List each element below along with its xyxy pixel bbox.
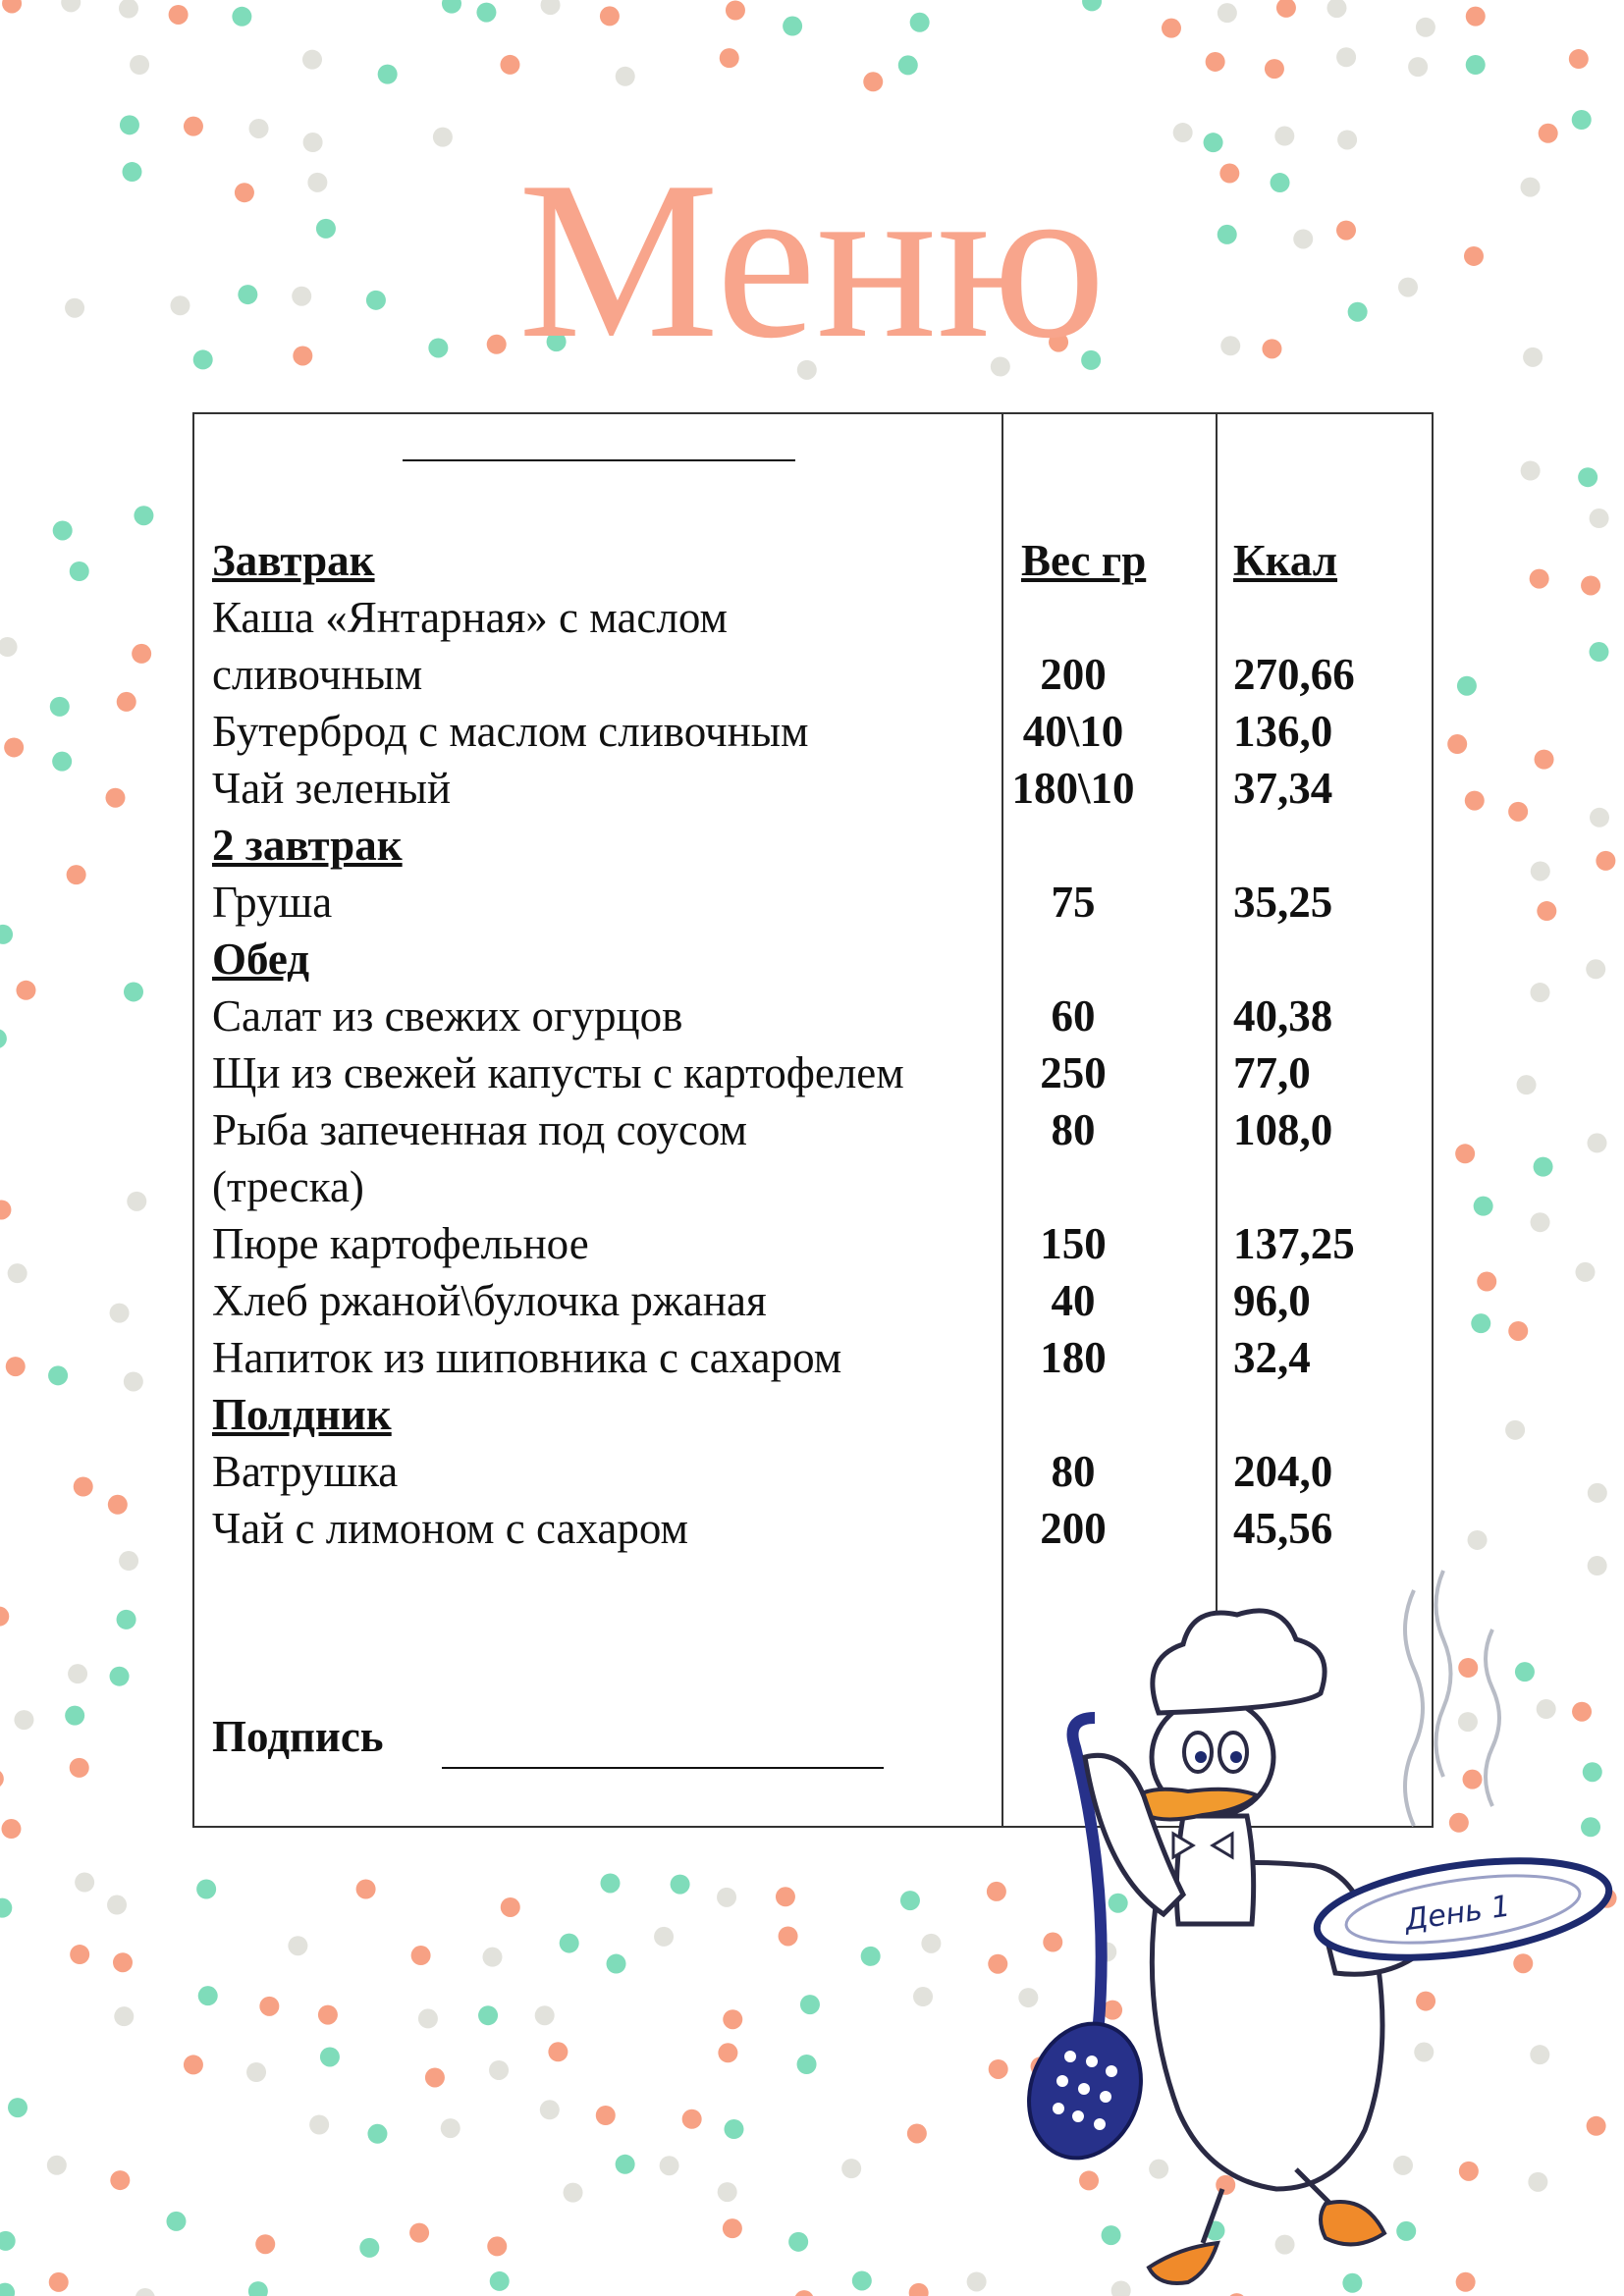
polka-dot [119,0,138,19]
polka-dot [900,1891,920,1910]
polka-dot [1274,127,1294,146]
polka-dot [654,1927,674,1947]
dish-kcal: 204,0 [1233,1447,1333,1496]
dish-kcal: 37,34 [1233,764,1333,813]
polka-dot [783,17,802,36]
polka-dot [596,2106,616,2125]
polka-dot [6,1357,26,1376]
polka-dot [1218,3,1237,23]
polka-dot [779,1926,798,1946]
section-heading: Завтрак [212,536,375,585]
polka-dot [671,1875,690,1895]
polka-dot [0,2283,15,2296]
dish-kcal: 35,25 [1233,878,1333,927]
polka-dot [8,2098,27,2117]
dish-name: Каша «Янтарная» с маслом [212,593,728,642]
polka-dot [1539,124,1558,143]
dish-kcal: 32,4 [1233,1333,1311,1382]
polka-dot [1455,1144,1475,1163]
polka-dot [0,1607,9,1627]
polka-dot [433,128,453,147]
table-row [194,1158,1432,1215]
polka-dot [1,1819,21,1839]
polka-dot [120,115,139,134]
table-row [194,760,1432,817]
polka-dot [907,2123,927,2143]
polka-dot [288,1936,307,1955]
polka-dot [660,2156,679,2175]
dish-name: Бутерброд с маслом сливочным [212,707,809,756]
polka-dot [1531,1212,1550,1232]
polka-dot [2,0,22,13]
polka-dot [1521,460,1541,480]
kcal-column-header: Ккал [1233,536,1338,585]
polka-dot [246,2062,266,2082]
chef-goose-illustration [1001,1561,1624,2296]
polka-dot [1517,1075,1537,1095]
polka-dot [356,1880,376,1899]
polka-dot [124,982,143,1001]
polka-dot [110,2170,130,2190]
polka-dot [50,697,70,717]
polka-dot [0,637,18,657]
polka-dot [841,2159,861,2178]
polka-dot [898,55,918,75]
polka-dot [130,55,149,75]
polka-dot [184,117,203,136]
dish-name: Щи из свежей капусты с картофелем [212,1048,904,1097]
polka-dot [910,13,930,32]
polka-dot [14,1710,33,1730]
polka-dot [166,2212,186,2231]
polka-dot [1173,123,1193,142]
polka-dot [70,1945,89,1964]
polka-dot [124,1371,143,1391]
polka-dot [105,788,125,808]
polka-dot [70,1758,89,1778]
plate-day-label: День 1 [1402,1889,1513,1939]
polka-dot [1474,1197,1493,1216]
polka-dot [320,2047,340,2066]
polka-dot [487,2236,507,2256]
polka-dot [4,737,24,757]
polka-dot [114,2006,134,2026]
polka-dot [1206,52,1225,72]
section-heading: Полдник [212,1390,392,1439]
polka-dot [8,1263,27,1283]
polka-dot [1572,110,1592,130]
polka-dot [1465,791,1485,811]
polka-dot [409,2223,429,2243]
polka-dot [113,1952,133,1972]
table-row [194,1443,1432,1500]
polka-dot [476,3,496,23]
section-heading: Обед [212,934,310,984]
polka-dot [53,520,73,540]
polka-dot [117,1610,136,1629]
polka-dot [1326,0,1346,18]
polka-dot [302,50,322,70]
polka-dot [119,1551,138,1571]
polka-dot [852,2270,872,2290]
dish-weight: 60 [1051,991,1096,1041]
polka-dot [776,1887,795,1906]
polka-dot [718,2043,737,2062]
polka-dot [1162,19,1181,38]
polka-dot [921,1934,941,1953]
section-row [194,817,1432,874]
polka-dot [726,1,745,21]
polka-dot [367,2124,387,2144]
polka-dot [52,752,72,772]
polka-dot [135,2288,155,2296]
table-row [194,646,1432,703]
polka-dot [359,2238,379,2258]
polka-dot [68,1664,87,1683]
polka-dot [1466,7,1486,27]
table-row [194,1101,1432,1158]
polka-dot [720,48,739,68]
table-row [194,988,1432,1044]
polka-dot [67,865,86,884]
polka-dot [718,2182,737,2202]
polka-dot [564,2183,583,2203]
polka-dot [723,2218,742,2238]
dish-weight: 250 [1040,1048,1107,1097]
polka-dot [1590,508,1609,528]
polka-dot [0,925,13,944]
polka-dot [65,1706,84,1726]
dish-name: Чай зеленый [212,764,452,813]
polka-dot [1537,901,1556,921]
polka-dot [797,2055,817,2074]
polka-dot [717,1888,736,1907]
polka-dot [1408,57,1428,77]
polka-dot [967,2271,987,2291]
polka-dot [616,2155,635,2174]
dish-kcal: 136,0 [1233,707,1333,756]
polka-dot [1468,1530,1488,1550]
dish-kcal: 77,0 [1233,1048,1311,1097]
dish-name: Пюре картофельное [212,1219,589,1268]
table-row [194,589,1432,646]
polka-dot [723,2009,742,2029]
polka-dot [1505,1420,1525,1440]
polka-dot [560,1934,579,1953]
polka-dot [1447,734,1467,754]
polka-dot [794,2290,814,2296]
polka-dot [1416,18,1435,37]
table-row [194,703,1432,760]
polka-dot [248,2281,268,2296]
polka-dot [259,1997,279,2016]
polka-dot [482,1948,502,1967]
dish-weight: 200 [1040,1504,1107,1553]
dish-name: Груша [212,878,333,927]
header-blank-line [403,459,795,461]
dish-kcal: 40,38 [1233,991,1333,1041]
polka-dot [788,2232,808,2252]
polka-dot [600,1873,620,1893]
polka-dot [1531,983,1550,1002]
table-row [194,1044,1432,1101]
dish-weight: 40\10 [1022,707,1124,756]
polka-dot [49,2272,69,2292]
dish-weight: 40 [1051,1276,1096,1325]
polka-dot [75,1873,94,1893]
dish-name: Чай с лимоном с сахаром [212,1504,688,1553]
polka-dot [318,2005,338,2025]
page-title: Меню [517,134,1107,385]
polka-dot [132,644,151,664]
dish-name: Салат из свежих огурцов [212,991,683,1041]
polka-dot [70,561,89,581]
dish-weight: 80 [1051,1105,1096,1154]
polka-dot [1589,642,1608,662]
polka-dot [1569,49,1589,69]
polka-dot [47,2156,67,2175]
polka-dot [1466,55,1486,75]
polka-dot [110,1304,130,1323]
polka-dot [61,0,81,12]
polka-dot [909,2283,929,2296]
dish-weight: 180 [1040,1333,1107,1382]
polka-dot [1530,569,1549,589]
polka-dot [0,1769,4,1789]
polka-dot [1535,750,1554,770]
dish-kcal: 137,25 [1233,1219,1355,1268]
polka-dot [548,2042,568,2061]
polka-dot [600,6,620,26]
polka-dot [1588,1483,1607,1503]
polka-dot [378,65,398,84]
dish-name: Напиток из шиповника с сахаром [212,1333,842,1382]
section-row [194,532,1432,589]
dish-name: (треска) [212,1162,364,1211]
polka-dot [1531,861,1550,881]
dish-name: Рыба запеченная под соусом [212,1105,747,1154]
polka-dot [48,1365,68,1385]
polka-dot [535,2005,555,2025]
dish-weight: 150 [1040,1219,1107,1268]
polka-dot [232,7,251,27]
polka-dot [478,2005,498,2025]
polka-dot [108,1495,128,1515]
polka-dot [196,1879,216,1898]
polka-dot [500,55,519,75]
polka-dot [540,2100,560,2119]
section-row [194,1386,1432,1443]
polka-dot [724,2119,743,2139]
polka-dot [117,692,136,712]
polka-dot [107,1896,127,1915]
polka-dot [134,506,153,525]
polka-dot [1590,808,1609,828]
polka-dot [541,0,561,15]
section-row [194,931,1432,988]
polka-dot [1508,1321,1528,1341]
steam-icon [1405,1590,1423,1826]
signature-label: Подпись [212,1712,384,1761]
polka-dot [1276,0,1296,18]
polka-dot [863,72,883,91]
polka-dot [1082,0,1102,11]
polka-dot [184,2055,203,2074]
table-row [194,1272,1432,1329]
weight-column-header: Вес гр [1021,536,1147,585]
polka-dot [1575,1262,1595,1282]
polka-dot [800,1995,820,2014]
polka-dot [1534,1157,1553,1177]
polka-dot [16,981,35,1000]
polka-dot [110,1667,130,1686]
section-heading: 2 завтрак [212,821,403,870]
polka-dot [1586,959,1605,979]
polka-dot [0,1200,11,1219]
polka-dot [309,2114,329,2134]
polka-dot [616,67,635,86]
table-row [194,1500,1432,1557]
polka-dot [249,119,269,138]
polka-dot [1457,676,1477,696]
polka-dot [411,1946,431,1965]
dish-weight: 80 [1051,1447,1096,1496]
polka-dot [0,2231,16,2251]
polka-dot [489,2060,509,2080]
polka-dot [1596,851,1615,871]
table-row [194,1215,1432,1272]
polka-dot [1265,59,1284,79]
dish-kcal: 108,0 [1233,1105,1333,1154]
polka-dot [1471,1313,1490,1333]
polka-dot [607,1954,626,1974]
polka-dot [127,1192,146,1211]
table-row [194,874,1432,931]
polka-dot [418,2008,438,2028]
polka-dot [1477,1272,1496,1292]
dish-kcal: 270,66 [1233,650,1355,699]
dish-weight: 75 [1051,878,1096,927]
polka-dot [169,5,189,25]
polka-dot [0,1898,12,1918]
polka-dot [682,2109,702,2129]
polka-dot [425,2067,445,2087]
polka-dot [501,1897,520,1917]
polka-dot [1336,47,1356,67]
dish-weight: 180\10 [1011,764,1135,813]
dish-name: Хлеб ржаной\булочка ржаная [212,1276,767,1325]
polka-dot [442,0,461,14]
dish-weight: 200 [1040,650,1107,699]
polka-dot [1508,802,1528,822]
polka-dot [861,1947,881,1966]
polka-dot [0,1029,7,1048]
polka-dot [198,1986,218,2005]
polka-dot [441,2118,460,2138]
polka-dot [1581,575,1600,595]
polka-dot [490,2271,510,2291]
dish-kcal: 96,0 [1233,1276,1311,1325]
table-row [194,1329,1432,1386]
polka-dot [74,1477,93,1497]
signature-line [442,1767,884,1769]
polka-dot [255,2234,275,2254]
polka-dot [1578,467,1597,487]
dish-kcal: 45,56 [1233,1504,1333,1553]
polka-dot [913,1987,933,2006]
polka-dot [1588,1133,1607,1152]
dish-name: сливочным [212,650,423,699]
dish-name: Ватрушка [212,1447,399,1496]
